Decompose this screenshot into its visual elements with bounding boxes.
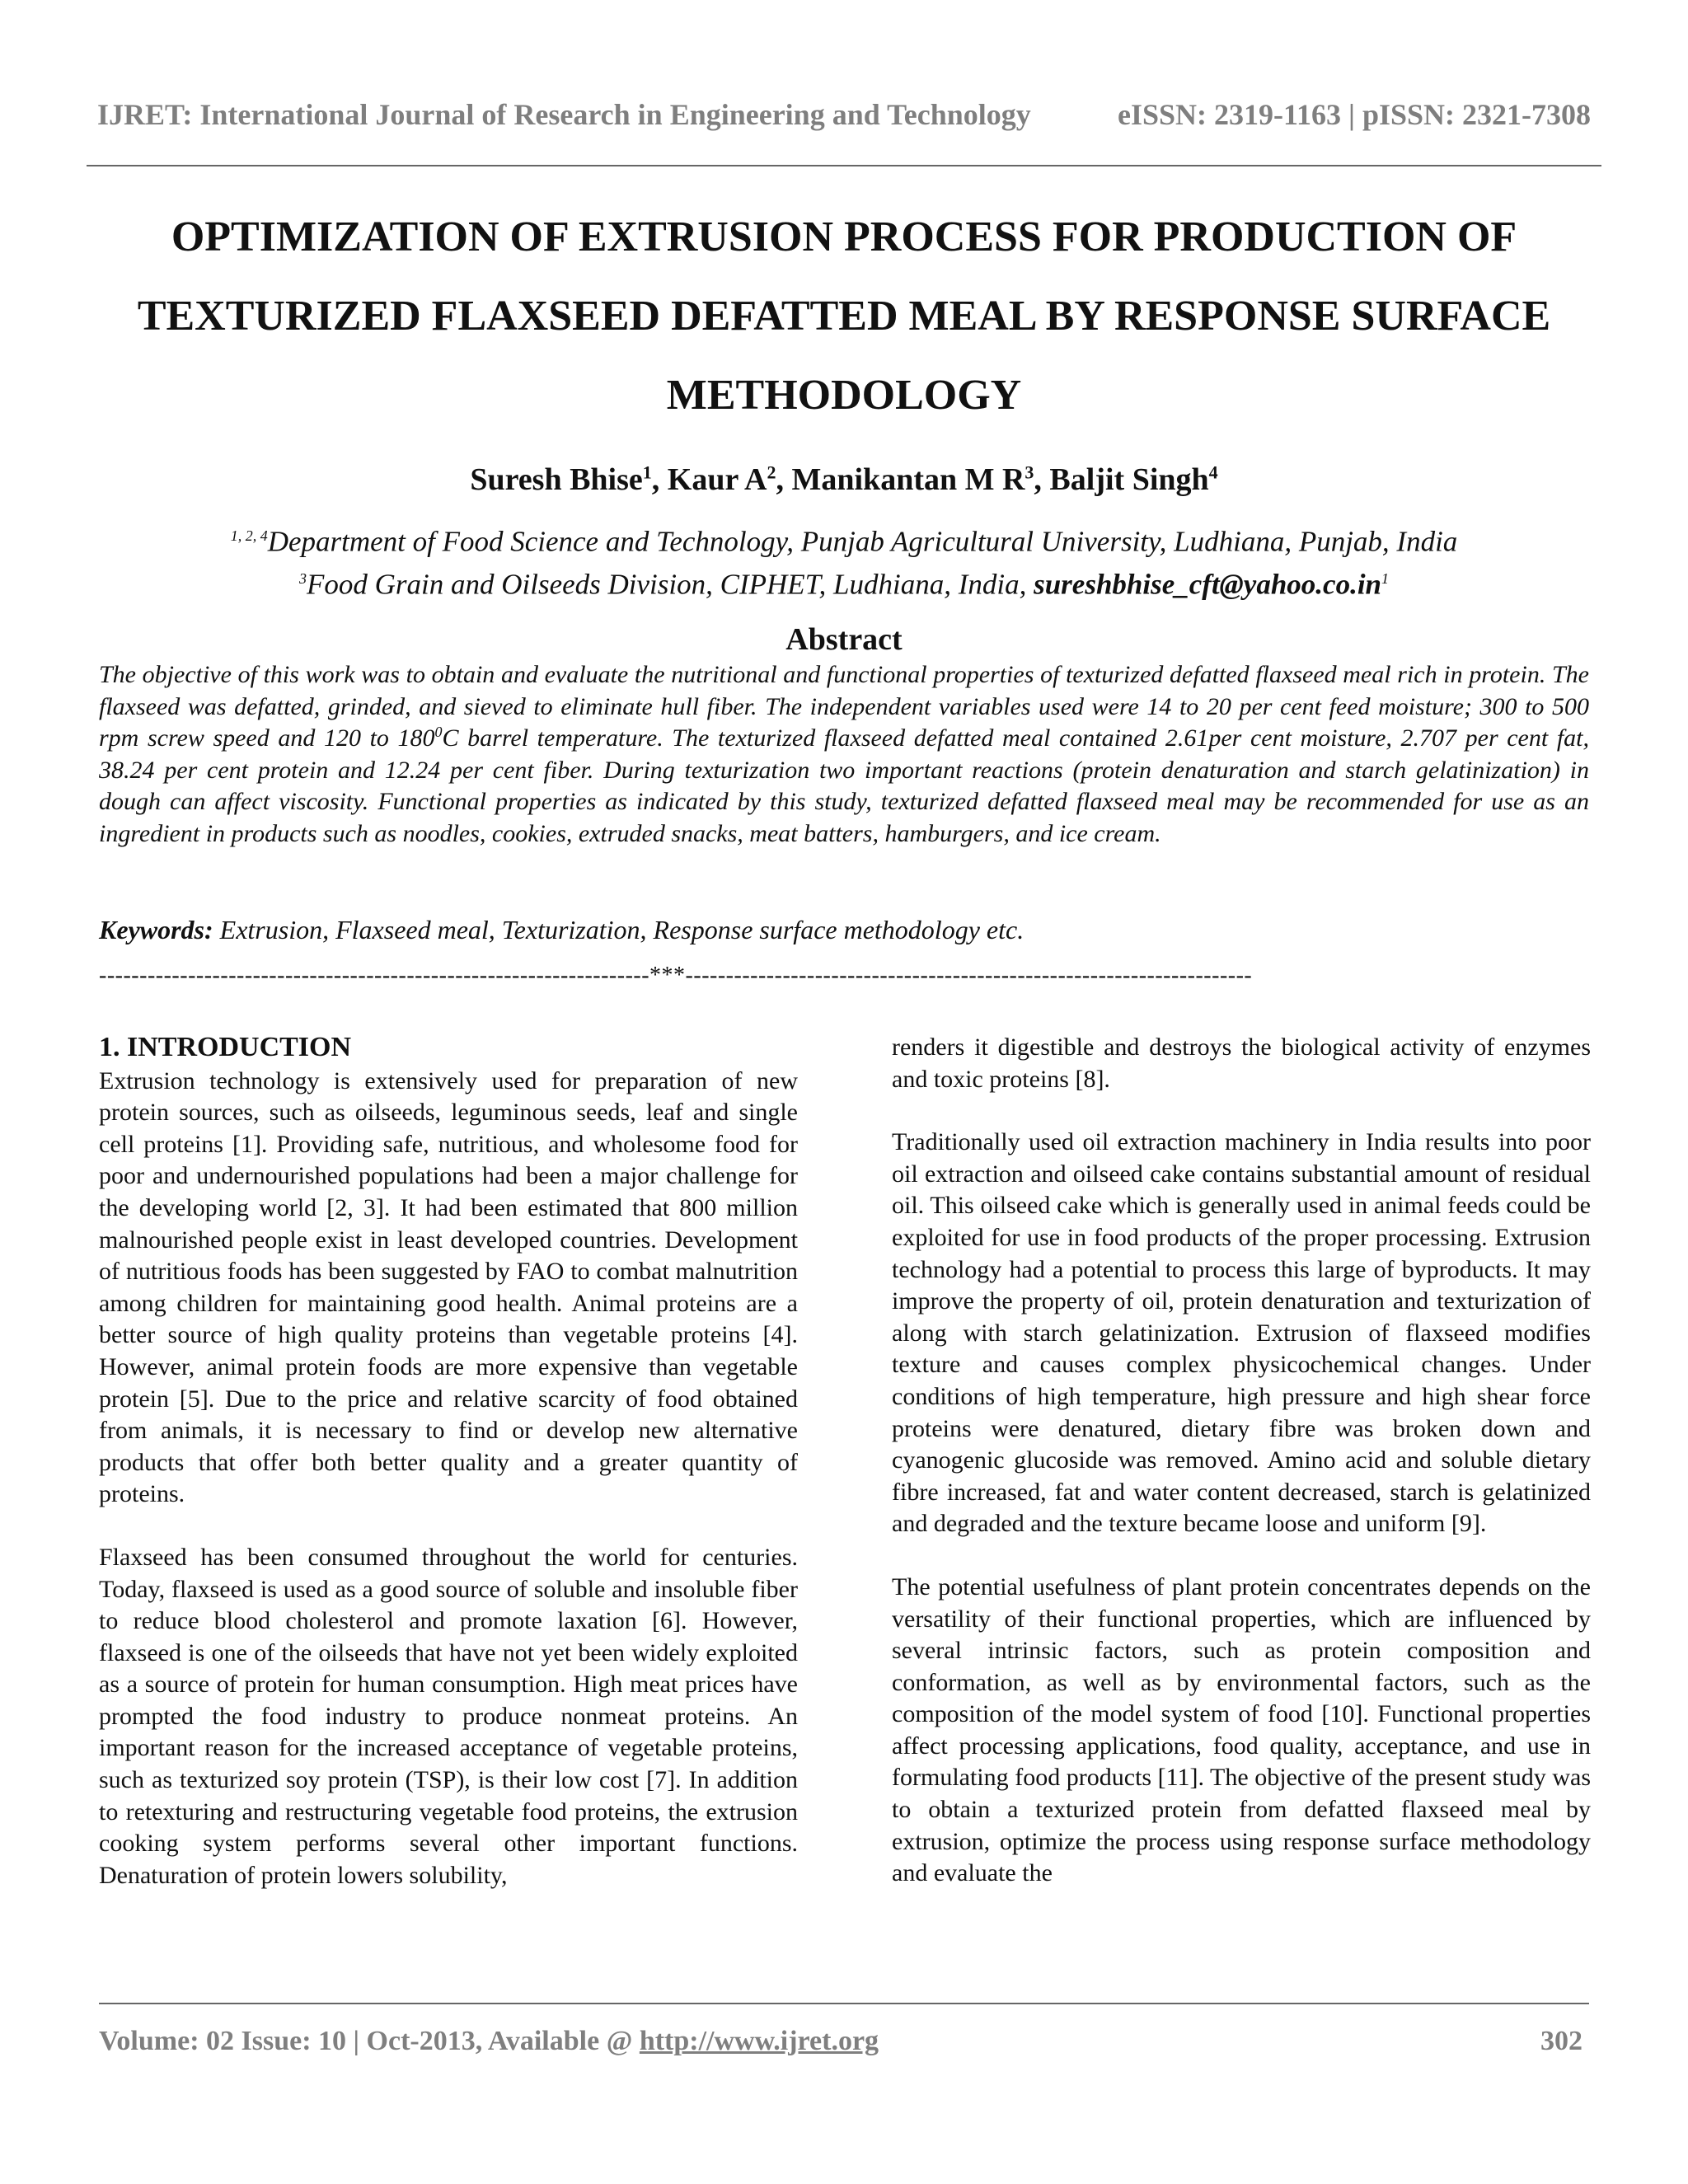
author-name: Baljit Singh — [1049, 462, 1209, 497]
degree-sup: 0 — [434, 724, 443, 741]
abstract-heading: Abstract — [785, 622, 903, 657]
paper-title: OPTIMIZATION OF EXTRUSION PROCESS FOR PRODUCTION OF TEXTURIZED FLAXSEED DEFATTED MEAL BY RESPONSE SURFACE METHODOLOGY — [137, 213, 1551, 419]
right-column — [892, 1032, 1591, 1921]
volume-text: Volume: 02 Issue: 10 | Oct-2013, Available @ — [99, 2026, 640, 2056]
paragraph: renders it digestible and destroys the biological activity of enzymes and toxic proteins [8]. — [892, 1033, 1591, 1093]
author-name: Manikantan M R — [791, 462, 1025, 497]
affiliations — [0, 518, 1688, 602]
paragraph: Traditionally used oil extraction machinery in India results into poor oil extraction and oilseed cake contains substantial amount of residual oil. This oilseed cake which is generally used in animal feeds could be exploited for use in food products of the proper processing. Extrusion technology had a potential to process this large of byproducts. It may improve the property of oil, protein denaturation and texturization of along with starch gelatinization. Extrusion of flaxseed modifies texture and causes complex physicochemical changes. Under conditions of high temperature, high pressure and high shear force proteins were denatured, dietary fibre was broken down and cyanogenic glucoside was removed. Amino acid and soluble dietary fibre increased, fat and water content decreased, starch is gelatinized and degraded and the texture became loose and uniform [9]. — [892, 1128, 1591, 1538]
affiliation-sup: 1, 2, 4 — [230, 527, 268, 544]
header-rule — [87, 165, 1601, 166]
abstract-text: C barrel temperature. The texturized flaxseed defatted meal contained 2.61per cent moisture, 2.707 per cent fat, 38.24 per cent protein and 12.24 per cent fiber. During texturization two important reactions (protein denaturation and starch gelatinization) in dough can affect viscosity. Functional properties as indicated by this study, texturized defatted flaxseed meal may be recommended for use as an ingredient in products such as noodles, cookies, extruded snacks, meat batters, hamburgers, and ice cream. — [99, 724, 1589, 847]
running-header — [97, 97, 1591, 132]
affiliation-text: Department of Food Science and Technology, Punjab Agricultural University, Ludhiana, Punjab, India — [267, 525, 1458, 558]
left-column — [99, 1032, 798, 1923]
author-sup: 2 — [767, 462, 776, 483]
journal-link[interactable]: http://www.ijret.org — [639, 2026, 879, 2056]
affiliation-line-2 — [0, 560, 1688, 603]
affiliation-text: Food Grain and Oilseeds Division, CIPHET, Ludhiana, India, — [306, 568, 1034, 601]
author-email[interactable]: sureshbhise_cft@yahoo.co.in — [1034, 568, 1382, 601]
section-separator: --------------------------------------------------------------------***---------------------------------------------------------------------- — [99, 963, 1253, 988]
affiliation-line-1 — [0, 518, 1688, 560]
author-sup: 4 — [1208, 462, 1218, 483]
running-footer — [99, 2026, 1582, 2057]
paragraph: The potential usefulness of plant protein concentrates depends on the versatility of their functional properties, which are influenced by several intrinsic factors, such as protein composition and conformation, as well as by environmental factors, such as the composition of the model system of food [10]. Functional properties affect processing applications, food quality, acceptance, and use in formulating food products [11]. The objective of the present study was to obtain a texturized protein from defatted flaxseed meal by extrusion, optimize the process using response surface methodology and evaluate the — [892, 1572, 1591, 1887]
author-sup: 3 — [1025, 462, 1034, 483]
section-heading: 1. INTRODUCTION — [99, 1032, 352, 1062]
author-sup: 1 — [642, 462, 652, 483]
email-sup: 1 — [1381, 569, 1390, 587]
footer-rule — [99, 2003, 1589, 2004]
author-list: Suresh Bhise$^1$, Kaur $A^2$, Manikantan M $R^3$, Baljit Singh$^4$ — [470, 462, 1218, 497]
abstract-text: The objective of this work was to obtain and evaluate the nutritional and functional properties of texturized defatted flaxseed meal rich in protein. The flaxseed was defatted, grinded, and sieved to eliminate hull fiber. The independent variables used were 14 to 20 per cent feed moisture; 300 to 500 rpm screw speed and 120 to 180 — [99, 661, 1589, 752]
keywords-text: Extrusion, Flaxseed meal, Texturization, Response surface methodology etc. — [213, 915, 1025, 944]
keywords-label: Keywords: — [99, 915, 213, 944]
affiliation-sup: 3 — [298, 569, 307, 587]
issn-info: eISSN: 2319-1163 | pISSN: 2321-7308 — [1118, 98, 1591, 131]
keywords — [99, 915, 1589, 945]
paragraph: Flaxseed has been consumed throughout the world for centuries. Today, flaxseed is used as a good source of soluble and insoluble fiber to reduce blood cholesterol and promote laxation [6]. However, flaxseed is one of the oilseeds that have not yet been widely exploited as a source of protein for human consumption. High meat prices have prompted the food industry to produce nonmeat proteins. An important reason for the increased acceptance of vegetable proteins, such as texturized soy protein (TSP), is their low cost [7]. In addition to retexturing and restructuring vegetable food proteins, the extrusion cooking system performs several other important functions. Denaturation of protein lowers solubility, — [99, 1543, 798, 1889]
volume-info — [99, 2026, 879, 2057]
author-name: Kaur A — [667, 462, 767, 497]
author-name: Suresh Bhise — [470, 462, 643, 497]
paragraph: Extrusion technology is extensively used for preparation of new protein sources, such as oilseeds, leguminous seeds, leaf and single cell proteins [1]. Providing safe, nutritious, and wholesome food for poor and undernourished populations had been a major challenge for the developing world [2, 3]. It had been estimated that 800 million malnourished people exist in least developed countries. Development of nutritious foods has been suggested by FAO to combat malnutrition among children for maintaining good health. Animal proteins are a better source of high quality proteins than vegetable proteins [4]. However, animal protein foods are more expensive than vegetable protein [5]. Due to the price and relative scarcity of food obtained from animals, it is necessary to find or develop new alternative products that offer both better quality and a greater quantity of proteins. — [99, 1066, 798, 1508]
abstract-body — [99, 659, 1589, 851]
journal-name: IJRET: International Journal of Research in Engineering and Technology — [97, 98, 1031, 131]
page-number: 302 — [1540, 2026, 1582, 2056]
